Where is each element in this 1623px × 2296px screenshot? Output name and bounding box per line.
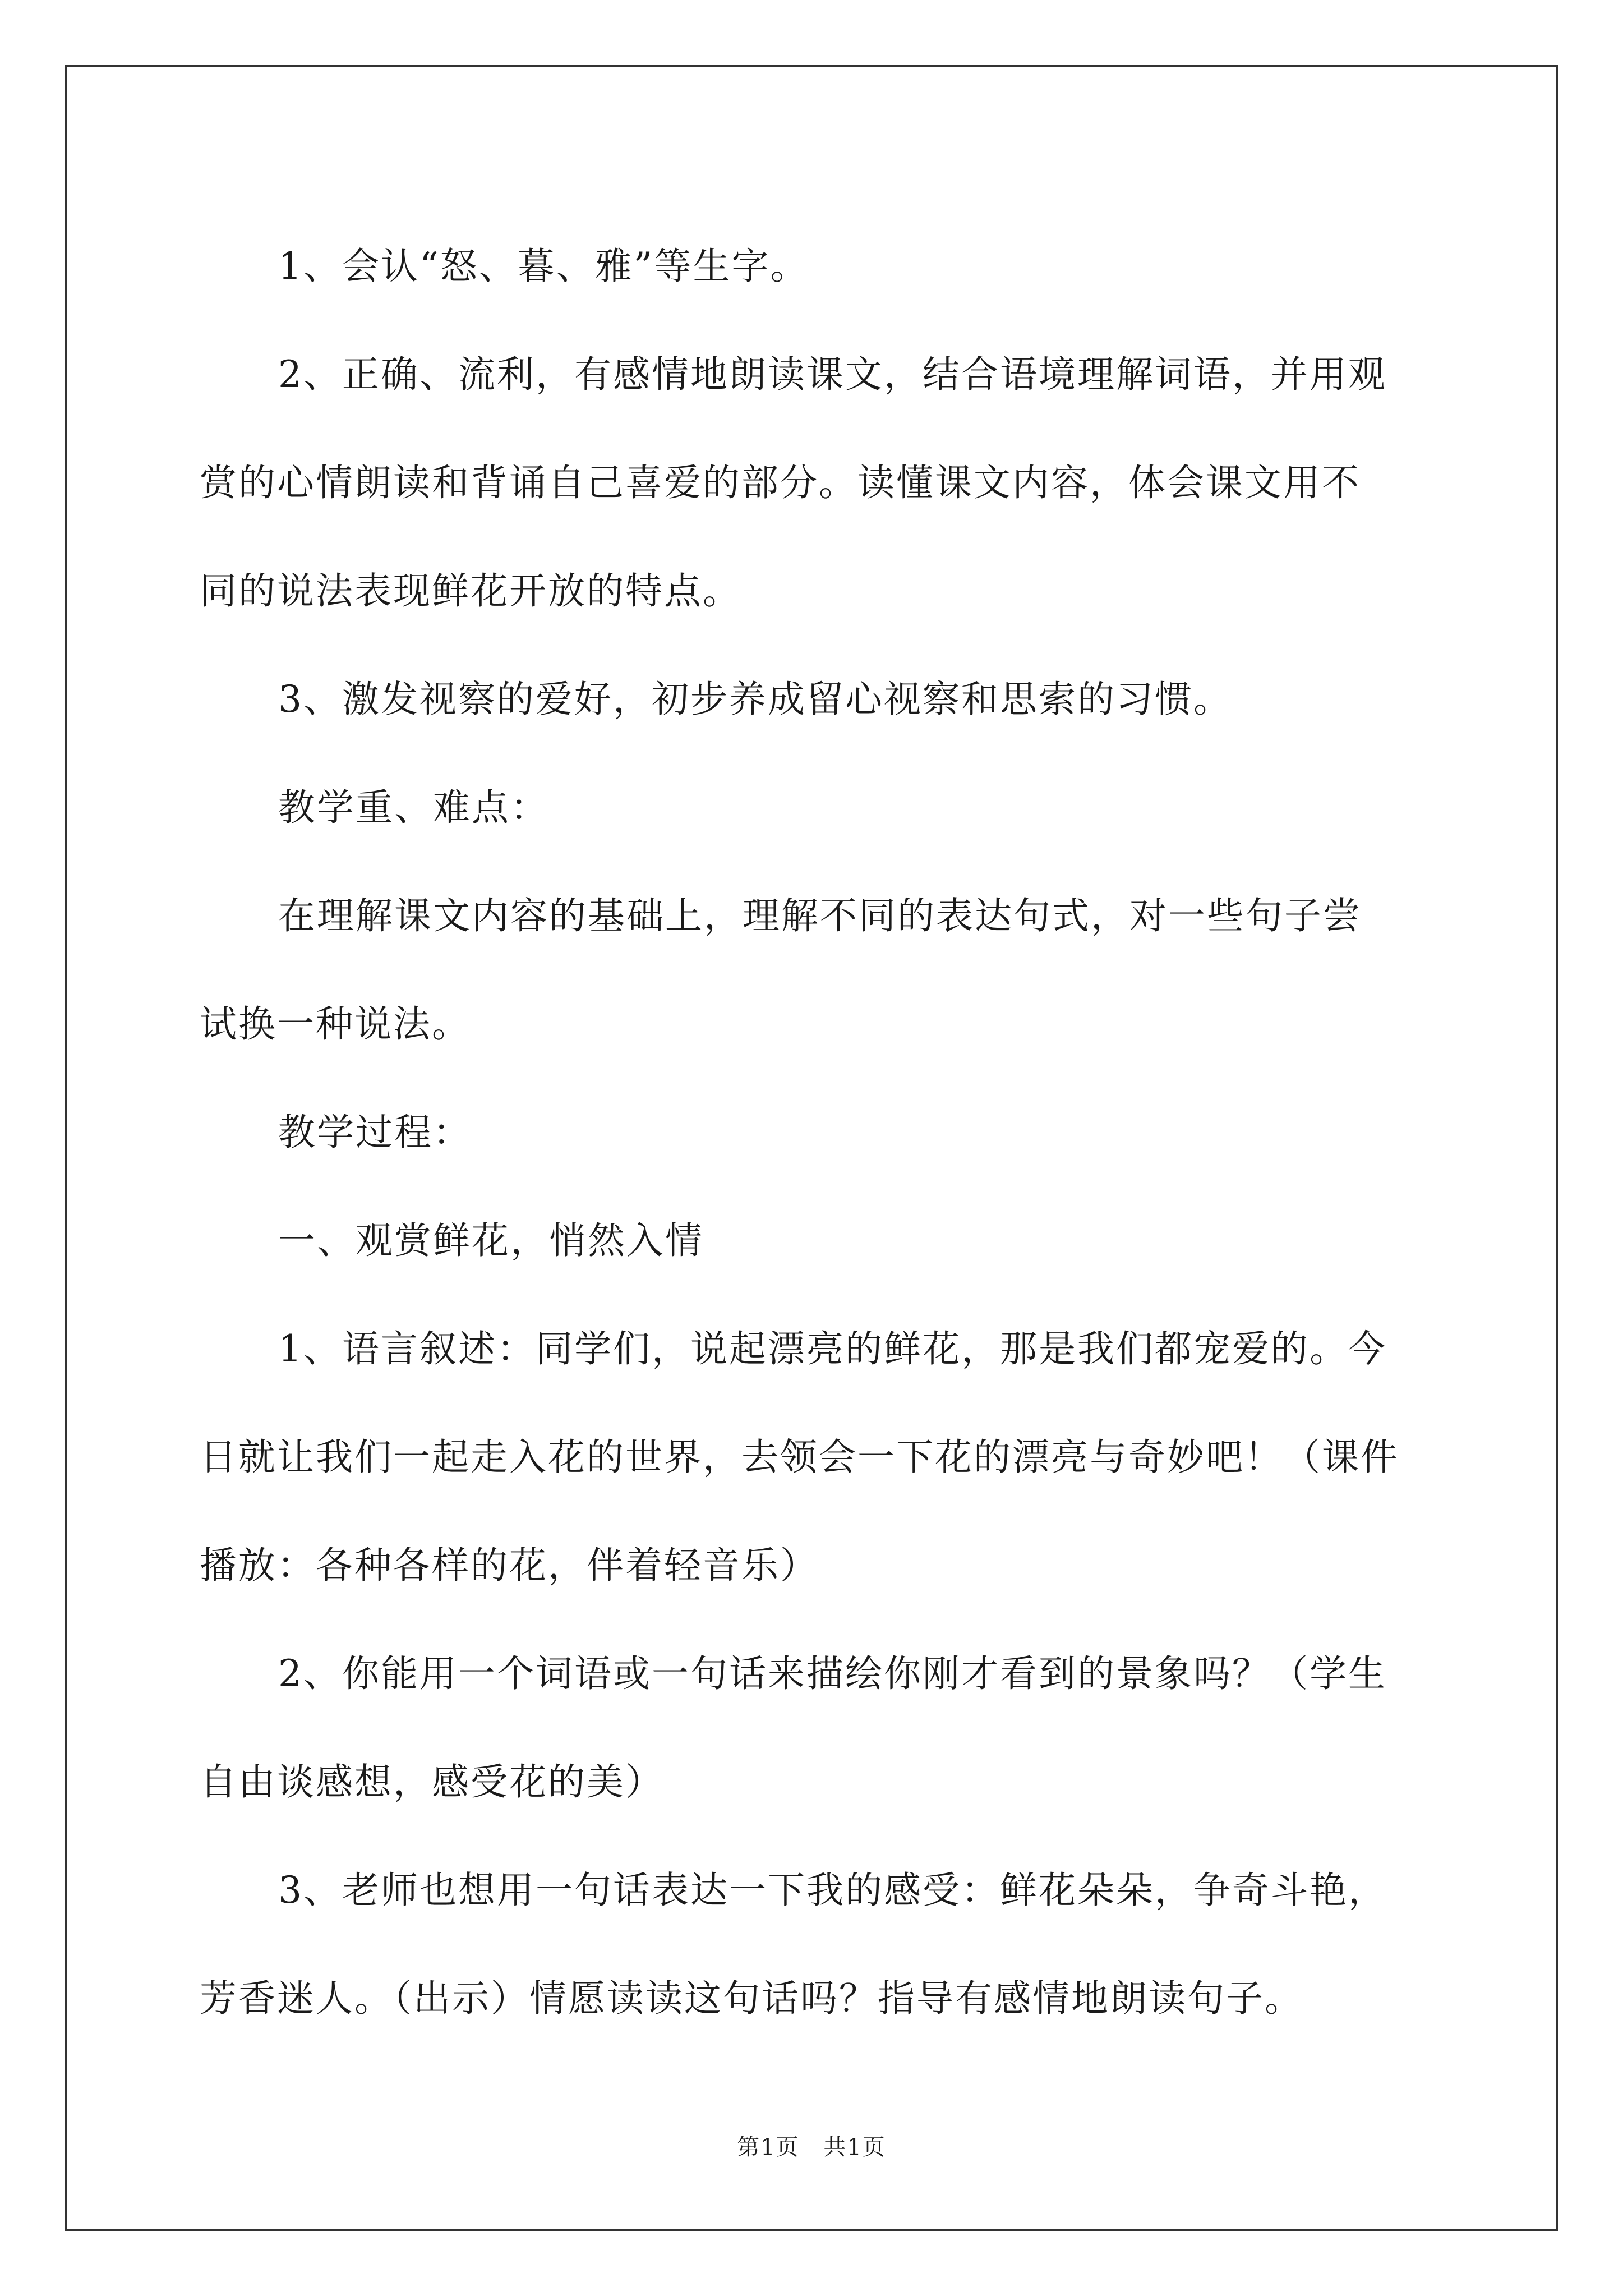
document-body bbox=[200, 212, 1428, 2053]
key-points-line-1: 在理解课文内容的基础上，理解不同的表达句式，对一些句子尝 bbox=[278, 894, 1362, 937]
objective-2-line-3: 同的说法表现鲜花开放的特点。 bbox=[200, 569, 741, 613]
step-2-line-1: 2、你能用一个词语或一句话来描绘你刚才看到的景象吗？（学生 bbox=[278, 1652, 1387, 1695]
step-2-line-2: 自由谈感想，感受花的美） bbox=[200, 1760, 664, 1803]
objective-1: 1、会认“怒、暮、雅”等生字。 bbox=[278, 245, 809, 288]
key-points-heading: 教学重、难点： bbox=[278, 786, 549, 829]
page-footer bbox=[0, 2131, 1623, 2164]
step-3-line-1: 3、老师也想用一句话表达一下我的感受：鲜花朵朵，争奇斗艳， bbox=[278, 1869, 1387, 1912]
key-points-line-2: 试换一种说法。 bbox=[200, 1002, 471, 1046]
process-heading: 教学过程： bbox=[278, 1111, 472, 1154]
page-number-total: 共1页 bbox=[823, 2134, 886, 2160]
objective-2-line-2: 赏的心情朗读和背诵自己喜爱的部分。读懂课文内容，体会课文用不 bbox=[200, 461, 1361, 504]
page-number-current: 第1页 bbox=[737, 2134, 800, 2160]
step-1-line-2: 日就让我们一起走入花的世界，去领会一下花的漂亮与奇妙吧！（课件 bbox=[200, 1435, 1399, 1479]
objective-2-line-1: 2、正确、流利，有感情地朗读课文，结合语境理解词语，并用观 bbox=[278, 353, 1387, 396]
objective-3: 3、激发视察的爱好，初步养成留心视察和思索的习惯。 bbox=[278, 678, 1232, 721]
step-1-line-1: 1、语言叙述：同学们，说起漂亮的鲜花，那是我们都宠爱的。今 bbox=[278, 1327, 1387, 1370]
step-1-line-3: 播放：各种各样的花，伴着轻音乐） bbox=[200, 1544, 819, 1587]
section-one-heading: 一、观赏鲜花，悄然入情 bbox=[278, 1219, 704, 1262]
step-3-line-2: 芳香迷人。（出示）情愿读读这句话吗？指导有感情地朗读句子。 bbox=[200, 1977, 1303, 2020]
